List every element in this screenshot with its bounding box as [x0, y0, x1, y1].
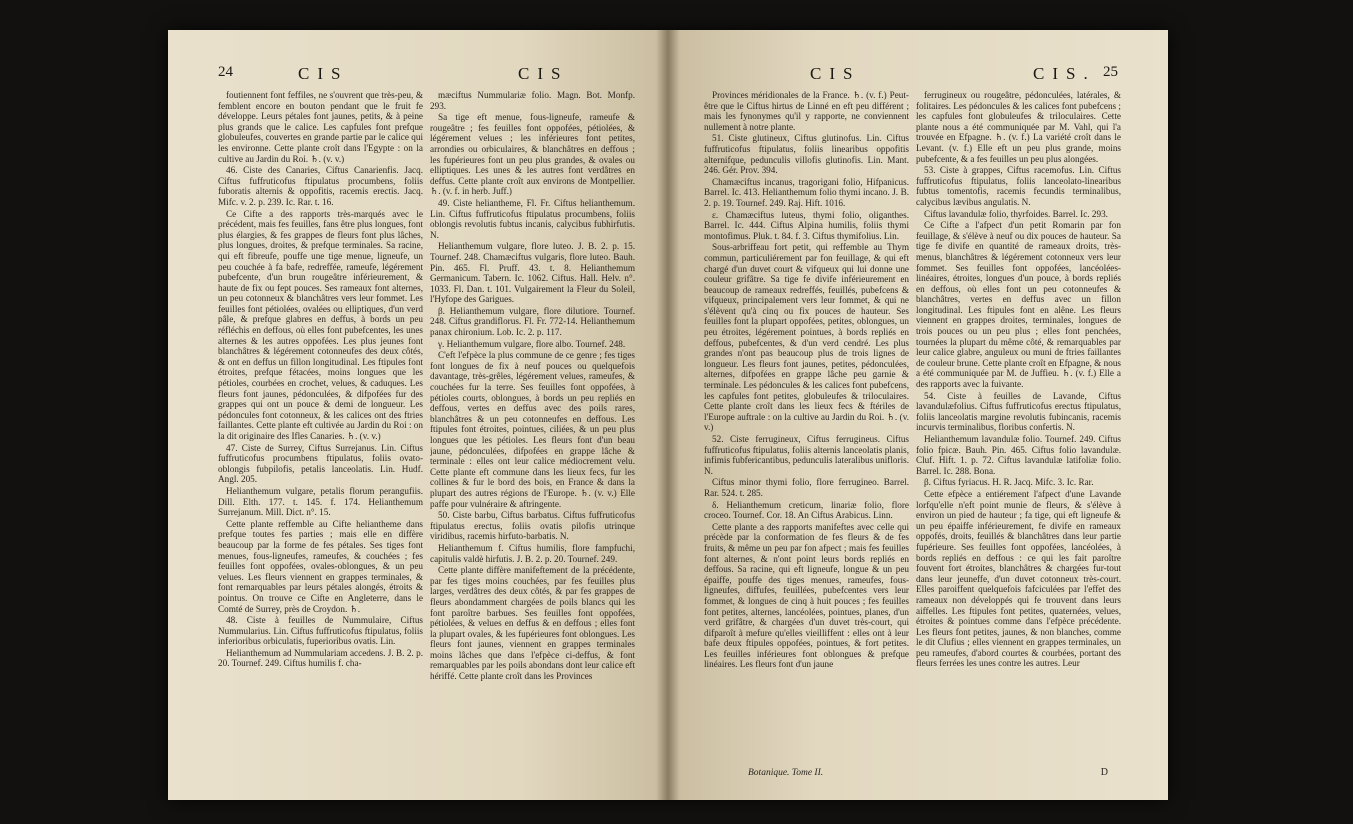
paragraph: Cette efpèce a entiérement l'afpect d'une Lavande lorfqu'elle n'eft point munie de fleurs, & s'élève à environ un pied de hauteur ; fa tige, qui eft ligneufe & un peu épaiffe inférieurement, fe divife en rameaux oppofés, droits, feuillés & blanchâtres dans leur partie fupérieure. Ses feuilles font oppofées, lancéolées, à bords repliés en deffous : ce qui les fait paroître fouvent fort étroites, blanchâtres & chargées fur-tout dans leur jeuneffe, d'un duvet cotonneux très-court. Elles paroiffent quelquefois fafciculées par l'effet des rameaux non développés qui fe trouvent dans leurs aiffelles. Les ftipules font petites, quaternées, velues, étroites & pointues comme dans l'efpèce précédente. Les fleurs font petites, jaunes, & non blanches, comme le dit Clufius ; elles viennent en grappes terminales, un peu rameufes, d'abord courtes & courbées, portant des fleurs ferrées les unes contre les autres. Leur [916, 488, 1121, 669]
running-head-right: CIS [518, 64, 569, 83]
page-footer: Botanique. Tome II. [748, 768, 824, 778]
left-page [168, 30, 668, 800]
left-page-header [218, 64, 618, 84]
paragraph: 51. Ciste glutineux, Ciftus glutinofus. Lin. Ciftus fuffruticofus ftipulatus, foliis linearibus oppofitis alternifque, pedunculis villofis glutinofis. Lin. Mant. 246. Gér. Prov. 394. [704, 133, 909, 176]
paragraph: foutiennent font feffiles, ne s'ouvrent que très-peu, & femblent encore en bouton pendant que le fruit fe développe. Leurs pétales font jaunes, petits, & à peine plus grands que le calice. Les capfules font prefque globuleufes, couvertes en grande partie par le calice qui les environne. Cette plante croît dans l'Egypte : on la cultive au Jardin du Roi. ♄. (v. v.) [218, 90, 423, 164]
paragraph: Helianthemum f. Ciftus humilis, flore fampfuchi, capitulis valdè hirfutis. J. B. 2. p. 20. Tournef. 249. [430, 542, 635, 564]
paragraph: C'eft l'efpèce la plus commune de ce genre ; fes tiges font longues de fix à neuf pouces ou quelquefois davantage, très-grêles, légérement velues, rameufes, & couchées fur la terre. Ses feuilles font oppofées, à pétioles courts, oblongues, à bords un peu repliés en deffous, vertes en deffus avec des poils rares, blanchâtres & un peu cotonneufes en deffous. Les ftipules font étroites, pointues, ciliées, & un peu plus longues que les pétioles. Les fleurs font d'un beau jaune, pédonculées, difpofées en grappe lâche & terminale : elles ont leur calice médiocrement velu. Cette plante eft commune dans les lieux fecs, fur les collines & fur le bord des bois, en France & dans la plupart des autres régions de l'Europe. ♄. (v. v.) Elle paffe pour vulnéraire & aftringente. [430, 350, 635, 509]
right-page-header [718, 64, 1118, 84]
running-head-left: CIS [810, 64, 861, 83]
paragraph: β. Ciftus fyriacus. H. R. Jacq. Mifc. 3. Ic. Rar. [924, 477, 1094, 488]
page-number: 25 [1103, 64, 1118, 80]
right-column-1 [704, 90, 909, 770]
paragraph: 46. Ciste des Canaries, Ciftus Canarienfis. Jacq. Ciftus fuffruticofus ftipulatus procumbens, foliis fuboratis alternis & oppofitis, racemis erectis. Jacq. Mifc. v. 2. p. 239. Ic. Rar. t. 16. [218, 165, 423, 207]
paragraph: 52. Ciste ferrugineux, Ciftus ferrugineus. Ciftus fuffruticofus ftipulatus, foliis alternis lanceolatis planis, infimis fubfericantibus, pedunculis lateralibus unifloris. N. [704, 434, 909, 476]
paragraph: ε. Chamæciftus luteus, thymi folio, oliganthes. Barrel. Ic. 444. Ciftus Alpina humilis, foliis thymi montofimus. Pluk. t. 84. f. 3. Ciftus thymifolius. Lin. [704, 209, 909, 241]
book-gutter [656, 30, 680, 800]
paragraph: Helianthemum lavandulæ folio. Tournef. 249. Ciftus folio fpicæ. Bauh. Pin. 465. Ciftus folio lavandulæ. Cluf. Hift. 1. p. 72. Ciftus lavandulæ latifoliæ folio. Barrel. Ic. 288. Bona. [916, 434, 1121, 476]
paragraph: δ. Helianthemum creticum, linariæ folio, flore croceo. Tournef. Cor. 18. An Ciftus Arabicus. Linn. [704, 499, 909, 521]
paragraph: Chamæciftus incanus, tragorigani folio, Hifpanicus. Barrel. Ic. 413. Helianthemum folio thymi incano. J. B. 2. p. 19. Tournef. 249. Raj. Hift. 1016. [704, 176, 909, 208]
left-column-2 [430, 90, 635, 770]
paragraph: Provinces méridionales de la France. ♄. (v. f.) Peut-être que le Ciftus hirtus de Linné en eft peu différent ; mais les fynonymes qu'il y rapporte, ne conviennent nullement à notre plante. [704, 90, 909, 132]
paragraph: Cette plante a des rapports manifeftes avec celle qui précède par la conformation de fes fleurs & de fes fruits, & même un peu par fon afpect ; mais fes feuilles font alternes, & n'ont point leurs bords repliés en deffous. Sa racine, qui eft ligneufe, longue & un peu épaiffe, pouffe des tiges menues, rameufes, fous-ligneufes, diffufes, feuillées, pubefcentes vers leur fommet, & longues de cinq à huit pouces ; fes feuilles font petites, alternes, lancéolées, pointues, planes, d'un verd grifâtre, & chargées d'un duvet très-court, qui difparoît à mefure qu'elles vieilliffent : elles ont à leur bafe deux ftipules oppofées, pointues, & fort petites. Les feuilles inférieures font oblongues & prefque linéaires. Les fleurs font d'un jaune [704, 521, 909, 670]
running-head-left: CIS [298, 64, 349, 83]
open-book [168, 30, 1168, 800]
paragraph: Cette plante diffère manifeftement de la précédente, par fes tiges moins couchées, par fes feuilles plus larges, verdâtres des deux côtés, & par fes grappes de fleurs abondamment chargées de poils blancs qui les font paroître barbues. Ses feuilles font oppofées, pétiolées, & velues en deffus & en deffous ; elles font la plupart ovales, & les fupérieures font oblongues. Les fleurs font jaunes, viennent en grappes terminales moins lâches que dans l'efpèce ci-deffus, & font remarquables par les poils abondans dont leur calice eft hériffé. Cette plante croît dans les Provinces [430, 565, 635, 682]
running-head-right: CIS. [1033, 64, 1096, 83]
paragraph: 47. Ciste de Surrey, Ciftus Surrejanus. Lin. Ciftus fuffruticofus procumbens ftipulatus, foliis ovato-oblongis fubpilofis, petalis lanceolatis. Lin. Hudf. Angl. 205. [218, 442, 423, 485]
paragraph: 54. Ciste à feuilles de Lavande, Ciftus lavandulæfolius. Ciftus fuffruticofus erectus ftipulatus, foliis lanceolatis margine revolutis fubincanis, racemis incurvis terminalibus, floribus confertis. N. [916, 390, 1121, 433]
paragraph: Ciftus minor thymi folio, flore ferrugineo. Barrel. Rar. 524. t. 285. [704, 477, 909, 498]
paragraph: Sa tige eft menue, fous-ligneufe, rameufe & rougeâtre ; fes feuilles font oppofées, pétiolées, & légérement velues ; les inférieures font petites, arrondies ou orbiculaires, & blanchâtres en deffous ; les fupérieures font un peu plus grandes, & ovales ou elliptiques. Les unes & les autres font verdâtres en deffus. Cette plante croît aux environs de Montpellier. ♄. (v. f. in herb. Juff.) [430, 112, 635, 197]
paragraph: 50. Ciste barbu, Ciftus barbatus. Ciftus fuffruticofus ftipulatus erectus, foliis ovatis pilofis utrinque viridibus, racemis hirfuto-barbatis. N. [430, 510, 635, 542]
paragraph: Helianthemum vulgare, flore luteo. J. B. 2. p. 15. Tournef. 248. Chamæciftus vulgaris, flore luteo. Bauh. Pin. 465. Fl. Pruff. 43. t. 8. Helianthemum Germanicum. Tabern. Ic. 1062. Ciftus. Hall. Helv. n°. 1033. Fl. Dan. t. 101. Vulgairement la Fleur du Soleil, l'Hyfope des Garigues. [430, 241, 635, 305]
paragraph: ferrugineux ou rougeâtre, pédonculées, latérales, & folitaires. Les pédoncules & les calices font pubefcens ; les capfules font globuleufes & triloculaires. Cette plante nous a été communiquée par M. Vahl, qui l'a trouvée en Efpagne. ♄. (v. f.) La variété croît dans le Levant. (v. f.) Elle eft un peu plus grande, moins pubefcente, & a fes feuilles un peu plus alongées. [916, 90, 1121, 164]
paragraph: β. Helianthemum vulgare, flore dilutiore. Tournef. 248. Ciftus grandiflorus. Fl. Fr. 772-14. Helianthemum panax chironium. Lob. Ic. 2. p. 117. [430, 305, 635, 338]
paragraph: mæciftus Nummulariæ folio. Magn. Bot. Monfp. 293. [430, 90, 635, 111]
paragraph: Helianthemum vulgare, petalis florum perangufiis. Dill. Elth. 177. t. 145. f. 174. Helianthemum Surrejanum. Mill. Dict. n°. 15. [218, 485, 423, 518]
paragraph: Ciftus lavandulæ folio, thyrfoides. Barrel. Ic. 293. [924, 208, 1108, 219]
right-page [668, 30, 1168, 800]
paragraph: γ. Helianthemum vulgare, flore albo. Tournef. 248. [438, 338, 626, 349]
paragraph: 53. Ciste à grappes, Ciftus racemofus. Lin. Ciftus fuffruticofus ftipulatus, foliis lanceolato-linearibus fubtus tomentofis, racemis fecundis terminalibus, calycibus lævibus angulatis. N. [916, 165, 1121, 207]
paragraph: Helianthemum ad Nummulariam accedens. J. B. 2. p. 20. Tournef. 249. Ciftus humilis f. cha- [218, 647, 423, 669]
right-column-2 [916, 90, 1121, 770]
right-page-text [704, 90, 1121, 770]
signature-mark: D [1100, 767, 1108, 778]
page-number: 24 [218, 64, 233, 80]
left-column-1 [218, 90, 423, 770]
paragraph: Sous-arbriffeau fort petit, qui reffemble au Thym commun, particuliérement par fon feuillage, & qui eft chargé d'un duvet court & vifqueux qui lui donne une couleur grifâtre. Sa tige fe divife inférieurement en beaucoup de rameaux redreffés, feuillés, pubefcens & vifqueux, principalement vers leur fommet, & qui ne s'élèvent qu'à cinq ou fix pouces de hauteur. Ses feuilles font la plupart oppofées, petites, oblongues, un peu étroites, légérement pointues, à bords repliés en deffous, pubefcentes, & d'un verd cendré. Les plus grandes n'ont pas beaucoup plus de trois lignes de longueur. Les fleurs font jaunes, petites, pédonculées, alternes, difpofées en grappe lâche peu garnie & terminale. Les pédoncules & les calices font pubefcens, les capfules font petites, globuleufes & triloculaires. Cette plante croît dans les lieux fecs & ftériles de l'Europe auftrale : on la cultive au Jardin du Roi. ♄. (v. v.) [704, 242, 909, 433]
paragraph: Cette plante reffemble au Cifte heliantheme dans prefque toutes fes parties ; mais elle en diffère beaucoup par la forme de fes pétales. Ses tiges font menues, fous-ligneufes, rameufes, & couchées ; fes feuilles font oppofées, ovales-oblongues, & un peu velues. Les fleurs viennent en grappes terminales, & font remarquables par leurs pétales alongés, étroits & pointus. On trouve ce Cifte en Angleterre, dans le Comté de Surrey, près de Croydon. ♄. [218, 518, 423, 614]
left-page-text [218, 90, 635, 770]
paragraph: Ce Cifte a des rapports très-marqués avec le précédent, mais fes feuilles, fans être plus longues, font plus élargies, & fes grappes de fleurs font plus lâches, plus longues, droites, & prefque terminales. Sa racine, qui eft fibreufe, pouffe une tige menue, ligneufe, un peu couchée à fa bafe, redreffée, rameufe, légérement pubefcente, d'un brun rougeâtre inférieurement, & haute de fix ou fept pouces. Ses rameaux font alternes, un peu cotonneux & blanchâtres vers leur fommet. Les feuilles font pétiolées, ovalées ou elliptiques, d'un verd pâle, & prefque glabres en deffus, à bords un peu réfléchis en deffous, où elles font pubefcentes, les unes alternes & les autres oppofées. Les plus jeunes font blanchâtres & légérement cotonneufes des deux côtés, & ont en deffus un fillon longitudinal. Les ftipules font étroites, prefque fétacées, moins longues que les pétioles, courbées en crochet, velues, & caduques. Les fleurs font jaunes, pédonculées, & difpofées fur des grappes qui ont un pouce & demi de longueur. Les pédoncules font cotonneux, & les calices ont des ftries faillantes. Cette plante eft cultivée au Jardin du Roi : on la dit originaire des Ifles Canaries. ♄. (v. v.) [218, 208, 423, 441]
paragraph: 48. Ciste à feuilles de Nummulaire, Ciftus Nummularius. Lin. Ciftus fuffruticofus ftipulatus, foliis inferioribus orbiculatis, fuperioribus ovatis. Lin. [218, 615, 423, 647]
paragraph: Ce Cifte a l'afpect d'un petit Romarin par fon feuillage, & s'élève à neuf ou dix pouces de hauteur. Sa tige fe divife en quantité de rameaux droits, très-menus, blanchâtres & légérement cotonneux vers leur fommet. Ses feuilles font oppofées, lancéolées-linéaires, étroites, longues d'un pouce, à bords repliés en deffous, où elles font un peu cotonneufes & blanchâtres, vertes en deffus avec un fillon longitudinal. Les ftipules font en alêne. Les fleurs viennent en grappes droites, terminales, longues de trois pouces ou un peu plus ; elles font penchées, tournées la plupart du même côté, & remarquables par leur calice glabre, anguleux ou muni de ftries faillantes de couleur brune. Cette plante croît en Efpagne, & nous a été communiquée par M. de Juffieu. ♄. (v. f.) Elle a des rapports avec la fuivante. [916, 220, 1121, 390]
paragraph: 49. Ciste heliantheme, Fl. Fr. Ciftus helianthemum. Lin. Ciftus fuffruticofus ftipulatus procumbens, foliis oblongis revolutis fubtus incanis, calycibus fubhirfutis. N. [430, 197, 635, 240]
